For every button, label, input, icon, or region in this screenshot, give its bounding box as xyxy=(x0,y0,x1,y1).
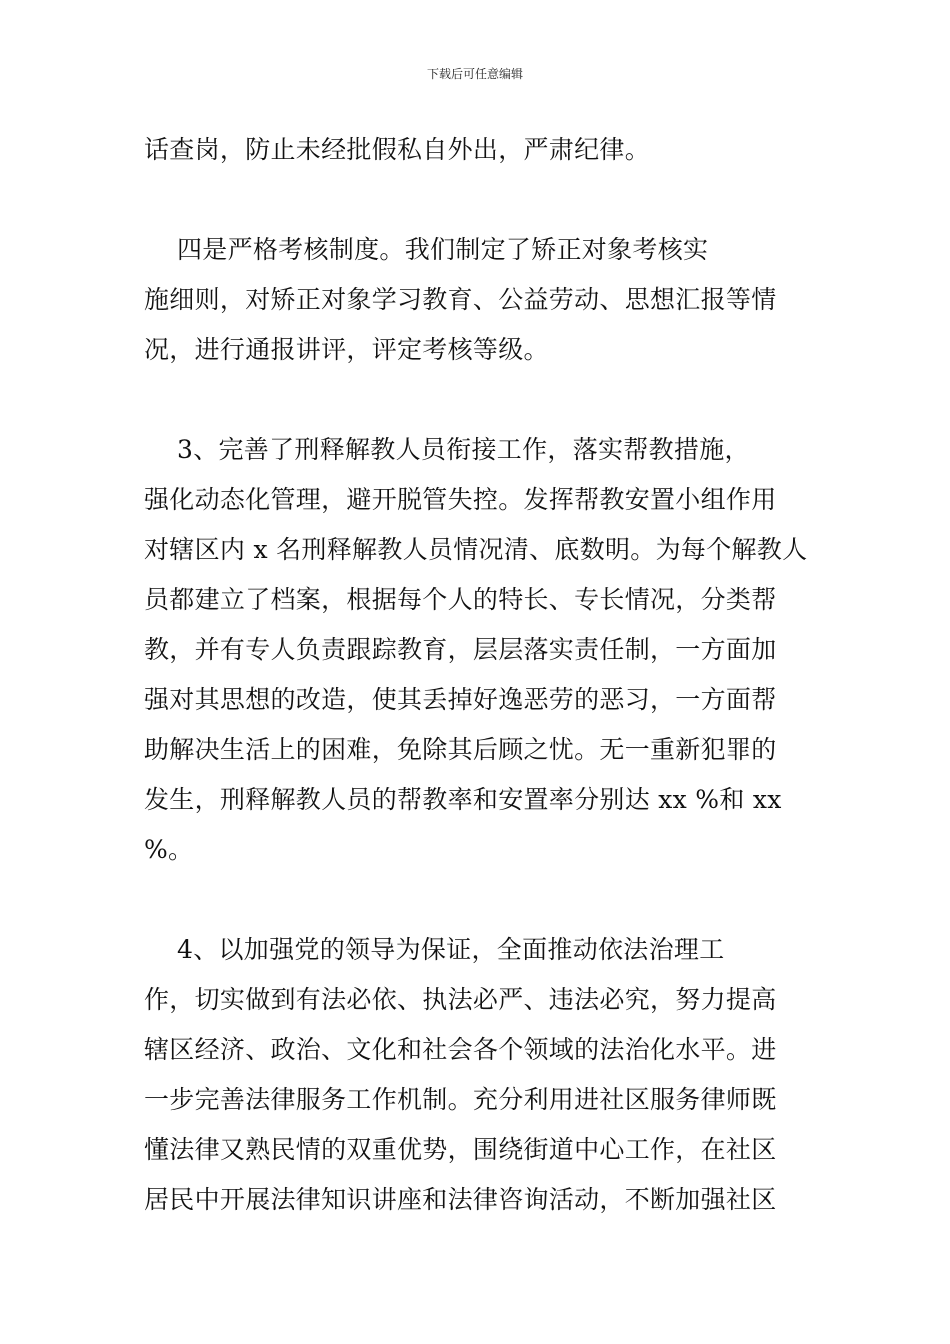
body-text-line: 3、完善了刑释解教人员衔接工作，落实帮教措施， xyxy=(144,435,750,464)
body-text-line: 强化动态化管理，避开脱管失控。发挥帮教安置小组作用 xyxy=(144,485,777,514)
body-text-line: 施细则，对矫正对象学习教育、公益劳动、思想汇报等情 xyxy=(144,285,777,314)
body-text-line: 发生，刑释解教人员的帮教率和安置率分别达 xx %和 xx xyxy=(144,785,782,814)
body-text-line: 话查岗，防止未经批假私自外出，严肃纪律。 xyxy=(144,135,651,164)
body-text-line: 对辖区内 x 名刑释解教人员情况清、底数明。为每个解教人 xyxy=(144,535,808,564)
body-text-line: 强对其思想的改造，使其丢掉好逸恶劳的恶习，一方面帮 xyxy=(144,685,777,714)
body-text-line: 懂法律又熟民情的双重优势，围绕街道中心工作，在社区 xyxy=(144,1135,777,1164)
page-header: 下载后可任意编辑 xyxy=(426,67,523,81)
body-text-line: 4、以加强党的领导为保证，全面推动依法治理工 xyxy=(144,935,725,964)
body-text-line: 员都建立了档案，根据每个人的特长、专长情况，分类帮 xyxy=(144,585,777,614)
body-text-line: 教，并有专人负责跟踪教育，层层落实责任制，一方面加 xyxy=(144,635,777,664)
body-text-line: 居民中开展法律知识讲座和法律咨询活动，不断加强社区 xyxy=(144,1185,777,1214)
body-text-line: 辖区经济、政治、文化和社会各个领域的法治化水平。进 xyxy=(144,1035,777,1064)
body-text-line: 四是严格考核制度。我们制定了矫正对象考核实 xyxy=(144,235,709,264)
body-text-line: 作，切实做到有法必依、执法必严、违法必究，努力提高 xyxy=(144,985,777,1014)
body-text-line: 况，进行通报讲评，评定考核等级。 xyxy=(144,335,549,364)
body-text-line: %。 xyxy=(144,835,194,864)
body-text-line: 助解决生活上的困难，免除其后顾之忧。无一重新犯罪的 xyxy=(144,735,777,764)
body-text-line: 一步完善法律服务工作机制。充分利用进社区服务律师既 xyxy=(144,1085,777,1114)
